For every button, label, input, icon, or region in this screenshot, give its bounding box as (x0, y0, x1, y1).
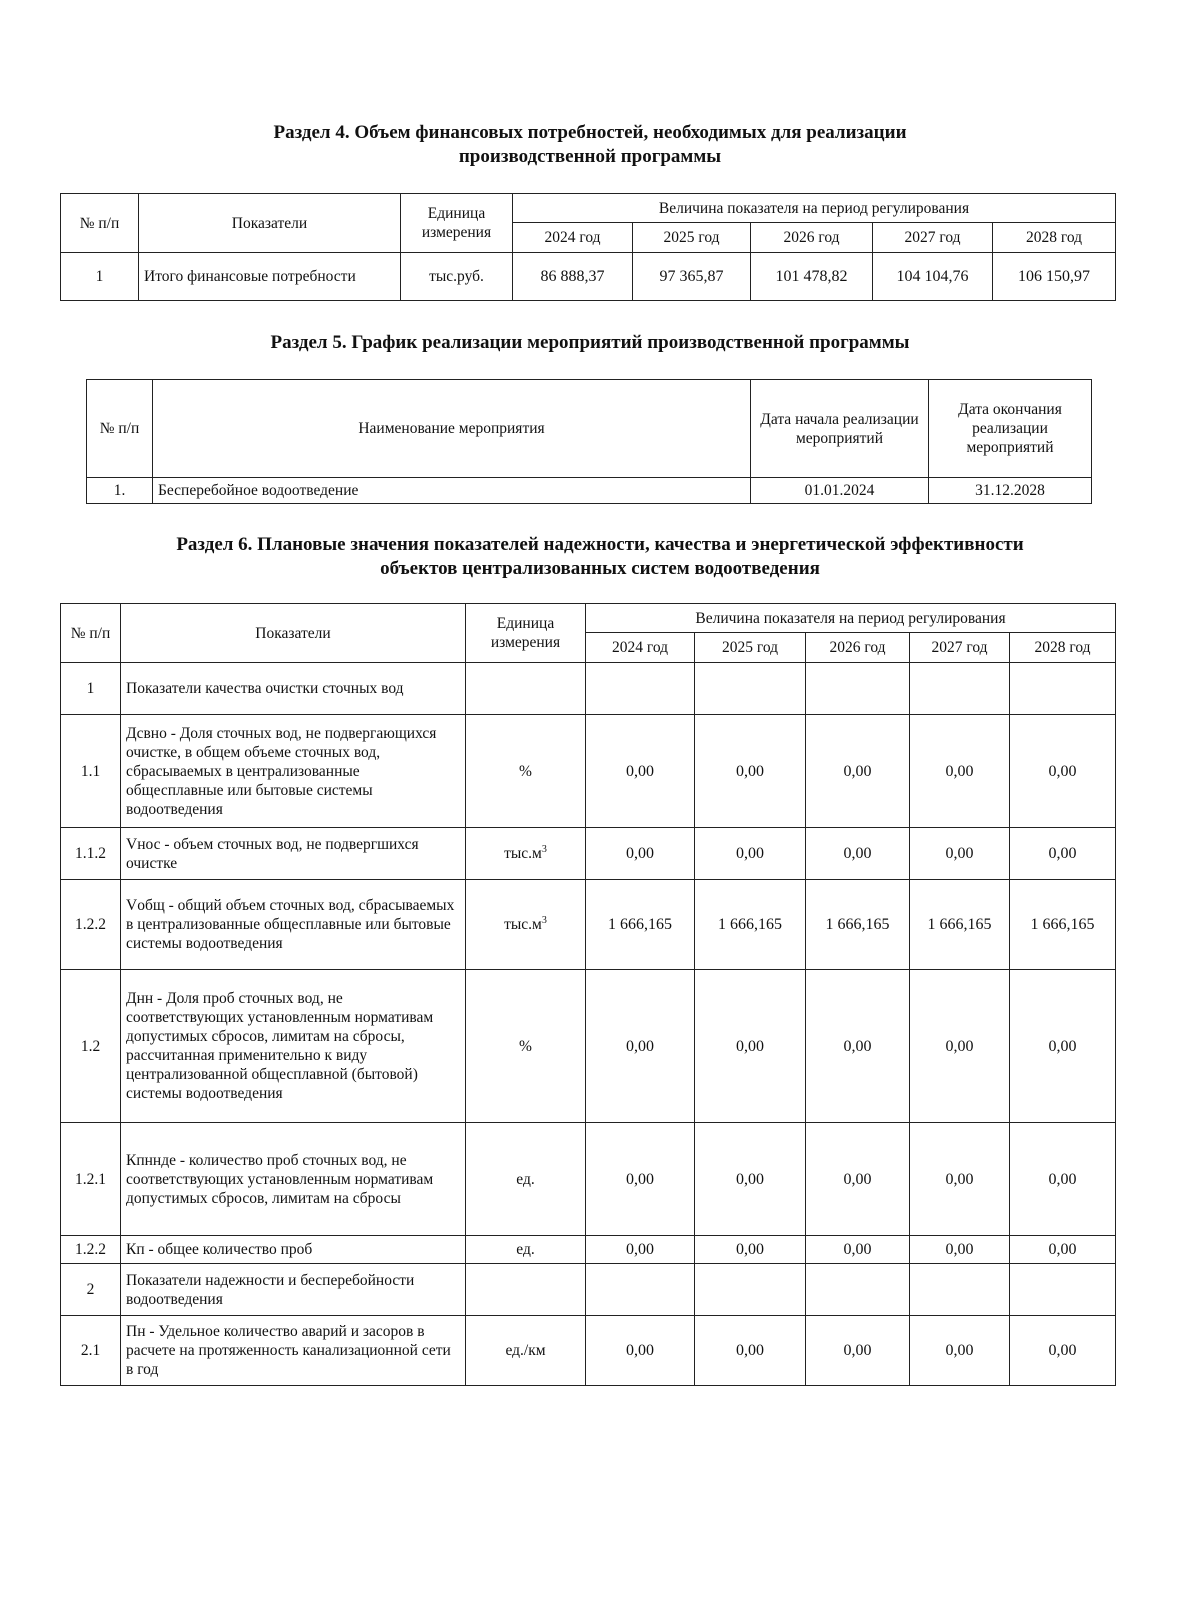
row-unit: ед. (466, 1236, 586, 1264)
row-value: 0,00 (1010, 1123, 1116, 1236)
row-name: Vнос - объем сточных вод, не подвергшихся очистке (121, 828, 466, 880)
row-unit (466, 828, 586, 880)
table-row (61, 1123, 1116, 1236)
row-value (1010, 663, 1116, 715)
row-unit-text: тыс.м (504, 916, 542, 933)
header-year: 2026 год (806, 633, 910, 663)
row-num: 1.2.1 (61, 1123, 121, 1236)
header-year: 2027 год (873, 223, 993, 253)
row-value: 0,00 (1010, 1316, 1116, 1386)
row-value (806, 1264, 910, 1316)
row-value: 0,00 (586, 970, 695, 1123)
row-value: 0,00 (806, 715, 910, 828)
row-value: 0,00 (695, 1316, 806, 1386)
row-value: 0,00 (806, 1236, 910, 1264)
row-value: 0,00 (695, 828, 806, 880)
row-unit (466, 663, 586, 715)
row-name: Показатели качества очистки сточных вод (121, 663, 466, 715)
row-unit: % (466, 715, 586, 828)
header-start-date: Дата начала реализации мероприятий (751, 380, 929, 478)
header-year: 2026 год (751, 223, 873, 253)
row-unit-sup: 3 (541, 843, 547, 855)
header-year: 2028 год (1010, 633, 1116, 663)
header-period: Величина показателя на период регулирования (513, 194, 1116, 223)
row-value: 1 666,165 (1010, 880, 1116, 970)
row-value: 0,00 (1010, 970, 1116, 1123)
header-num: № п/п (61, 194, 139, 253)
row-value (910, 663, 1010, 715)
row-value: 0,00 (586, 1316, 695, 1386)
financial-needs-table (60, 193, 1116, 301)
row-value: 0,00 (695, 1236, 806, 1264)
row-value: 86 888,37 (513, 253, 633, 301)
row-value (586, 1264, 695, 1316)
row-unit: ед. (466, 1123, 586, 1236)
row-value (586, 663, 695, 715)
section6-title-line2: объектов централизованных систем водоотведения (380, 558, 820, 579)
row-unit (466, 880, 586, 970)
header-num: № п/п (61, 604, 121, 663)
row-value: 0,00 (806, 1316, 910, 1386)
row-value: 0,00 (1010, 828, 1116, 880)
row-value (695, 663, 806, 715)
section5-title: Раздел 5. График реализации мероприятий производственной программы (270, 332, 910, 353)
row-value: 1 666,165 (695, 880, 806, 970)
row-value: 0,00 (806, 828, 910, 880)
row-value: 0,00 (910, 1316, 1010, 1386)
header-unit: Единица измерения (401, 194, 513, 253)
table-row (61, 970, 1116, 1123)
row-value: 1 666,165 (586, 880, 695, 970)
table-row (61, 828, 1116, 880)
row-unit: ед./км (466, 1316, 586, 1386)
row-value: 0,00 (695, 715, 806, 828)
header-year: 2025 год (633, 223, 751, 253)
row-num: 1.1.2 (61, 828, 121, 880)
header-unit: Единица измерения (466, 604, 586, 663)
header-indicator: Показатели (139, 194, 401, 253)
row-num: 1.1 (61, 715, 121, 828)
row-value: 0,00 (695, 1123, 806, 1236)
row-start-date: 01.01.2024 (751, 478, 929, 504)
row-value: 0,00 (586, 1123, 695, 1236)
table-row (61, 1264, 1116, 1316)
row-value: 0,00 (806, 1123, 910, 1236)
table-row (61, 1236, 1116, 1264)
row-num: 1. (87, 478, 153, 504)
header-year: 2028 год (993, 223, 1116, 253)
table-row (61, 253, 1116, 301)
row-value: 0,00 (586, 1236, 695, 1264)
row-value: 104 104,76 (873, 253, 993, 301)
section4-title (60, 121, 1120, 169)
section6-title (40, 533, 1160, 581)
row-value (695, 1264, 806, 1316)
row-value: 0,00 (1010, 1236, 1116, 1264)
row-value: 101 478,82 (751, 253, 873, 301)
section4-title-line1: Раздел 4. Объем финансовых потребностей, необходимых для реализации (273, 122, 907, 143)
header-end-date: Дата окончания реализации мероприятий (929, 380, 1092, 478)
row-value: 0,00 (586, 715, 695, 828)
table-row (61, 1316, 1116, 1386)
header-name: Наименование мероприятия (153, 380, 751, 478)
row-value: 0,00 (910, 715, 1010, 828)
row-name: Vобщ - общий объем сточных вод, сбрасываемых в централизованные общесплавные или бытовые системы водоотведения (121, 880, 466, 970)
header-period: Величина показателя на период регулирования (586, 604, 1116, 633)
row-value: 0,00 (695, 970, 806, 1123)
table-row (87, 478, 1092, 504)
row-num: 1 (61, 253, 139, 301)
row-name: Показатели надежности и бесперебойности водоотведения (121, 1264, 466, 1316)
header-year: 2024 год (586, 633, 695, 663)
row-name: Дсвно - Доля сточных вод, не подвергающихся очистке, в общем объеме сточных вод, сбрасываемых в централизованные общесплавные или бытовые системы водоотведения (121, 715, 466, 828)
row-unit: тыс.руб. (401, 253, 513, 301)
row-name: Кпннде - количество проб сточных вод, не соответствующих установленным нормативам допустимых сбросов, лимитам на сбросы (121, 1123, 466, 1236)
row-value: 0,00 (910, 970, 1010, 1123)
row-value: 0,00 (910, 828, 1010, 880)
row-name: Бесперебойное водоотведение (153, 478, 751, 504)
row-name: Днн - Доля проб сточных вод, не соответствующих установленным нормативам допустимых сбросов, лимитам на сбросы, рассчитанная применительно к виду централизованной общесплавной (бытовой) системы водоотведения (121, 970, 466, 1123)
table-row (61, 880, 1116, 970)
row-num: 2 (61, 1264, 121, 1316)
header-indicator: Показатели (121, 604, 466, 663)
row-value: 97 365,87 (633, 253, 751, 301)
row-name: Итого финансовые потребности (139, 253, 401, 301)
indicators-table (60, 603, 1116, 1386)
row-num: 1.2.2 (61, 1236, 121, 1264)
section4-title-line2: производственной программы (458, 146, 722, 167)
table-row (61, 715, 1116, 828)
row-num: 2.1 (61, 1316, 121, 1386)
row-num: 1.2 (61, 970, 121, 1123)
row-unit-text: тыс.м (504, 845, 542, 862)
row-unit: % (466, 970, 586, 1123)
header-year: 2024 год (513, 223, 633, 253)
row-num: 1 (61, 663, 121, 715)
row-value (910, 1264, 1010, 1316)
row-value: 0,00 (910, 1123, 1010, 1236)
row-name: Кп - общее количество проб (121, 1236, 466, 1264)
row-value: 0,00 (910, 1236, 1010, 1264)
row-value (1010, 1264, 1116, 1316)
row-value: 106 150,97 (993, 253, 1116, 301)
row-end-date: 31.12.2028 (929, 478, 1092, 504)
row-value: 0,00 (1010, 715, 1116, 828)
row-unit (466, 1264, 586, 1316)
row-name: Пн - Удельное количество аварий и засоров в расчете на протяженность канализационной сети в год (121, 1316, 466, 1386)
header-year: 2025 год (695, 633, 806, 663)
table-row (61, 663, 1116, 715)
section6-title-line1: Раздел 6. Плановые значения показателей надежности, качества и энергетической эффективности (176, 534, 1024, 555)
row-value: 1 666,165 (806, 880, 910, 970)
header-num: № п/п (87, 380, 153, 478)
row-value: 1 666,165 (910, 880, 1010, 970)
row-unit-sup: 3 (541, 914, 547, 926)
row-value: 0,00 (806, 970, 910, 1123)
schedule-table (86, 379, 1092, 504)
row-num: 1.2.2 (61, 880, 121, 970)
row-value (806, 663, 910, 715)
row-value: 0,00 (586, 828, 695, 880)
header-year: 2027 год (910, 633, 1010, 663)
